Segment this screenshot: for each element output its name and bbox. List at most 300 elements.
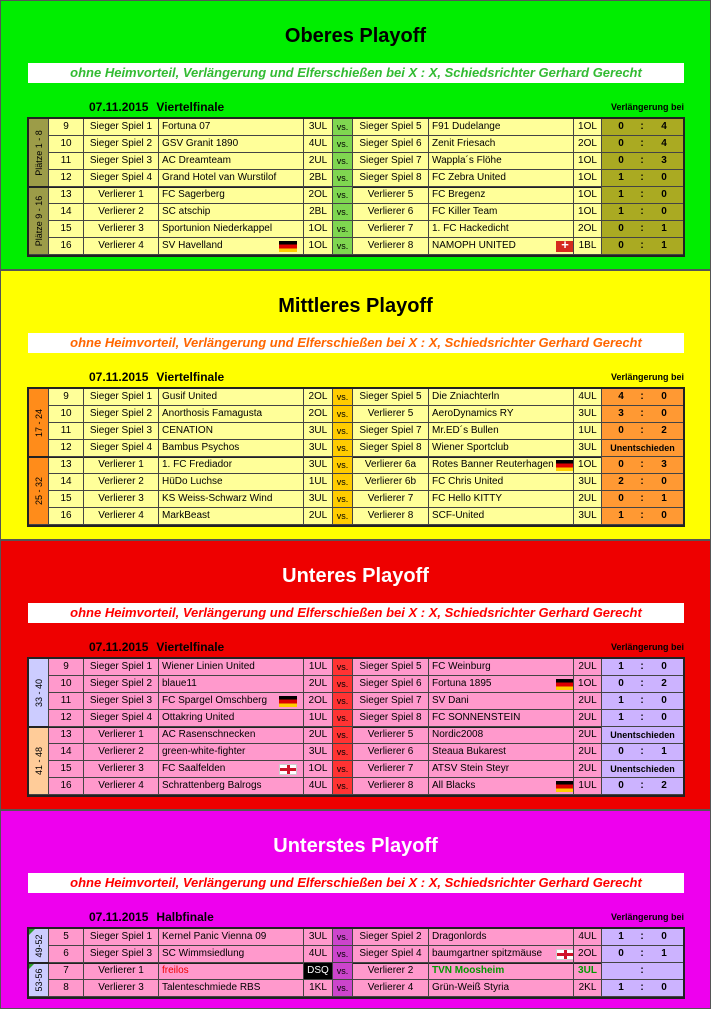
away-score: 0 xyxy=(661,695,667,706)
away-team-name: Wappla´s Flöhe xyxy=(432,155,502,166)
score-separator: : xyxy=(640,425,644,436)
away-team xyxy=(429,946,574,963)
home-score: 0 xyxy=(618,459,624,470)
home-slot-label: Verlierer 2 xyxy=(84,204,159,221)
away-slot-label: Sieger Spiel 2 xyxy=(353,929,429,946)
fixtures-table xyxy=(27,657,685,797)
score-cell xyxy=(602,474,683,491)
versus-marker: vs. xyxy=(333,761,353,778)
game-number: 16 xyxy=(49,778,84,795)
home-slot-label: Verlierer 3 xyxy=(84,491,159,508)
rules-banner: ohne Heimvorteil, Verlängerung und Elferschießen bei X : X, Schiedsrichter Gerhard Gerecht xyxy=(28,603,684,623)
home-team-name: AC Dreamteam xyxy=(162,155,231,166)
playoff-section xyxy=(0,270,711,540)
away-team xyxy=(429,508,574,525)
home-league: 2UL xyxy=(304,153,333,170)
away-score: 1 xyxy=(661,240,667,251)
away-team-name: All Blacks xyxy=(432,780,476,791)
home-team-name: Ottakring United xyxy=(162,712,235,723)
home-team-name: FC Saalfelden xyxy=(162,763,226,774)
table-row xyxy=(29,946,683,963)
score-cell xyxy=(602,676,683,693)
away-score: 0 xyxy=(661,510,667,521)
score-separator: : xyxy=(640,240,644,251)
home-team-name: Schrattenberg Balrogs xyxy=(162,780,262,791)
home-team xyxy=(159,153,304,170)
home-score: 0 xyxy=(618,121,624,132)
score-separator: : xyxy=(640,155,644,166)
section-title: Oberes Playoff xyxy=(284,25,427,47)
home-league: 1UL xyxy=(304,474,333,491)
away-team xyxy=(429,389,574,406)
versus-marker: vs. xyxy=(333,929,353,946)
away-slot-label: Verlierer 4 xyxy=(353,980,429,997)
table-row xyxy=(29,710,683,727)
away-team xyxy=(429,474,574,491)
fixtures-table xyxy=(27,387,685,527)
away-league: 1OL xyxy=(574,676,602,693)
score-cell xyxy=(602,710,683,727)
versus-marker: vs. xyxy=(333,406,353,423)
draw-note: Unentschieden xyxy=(610,443,675,453)
score-separator: : xyxy=(640,712,644,723)
away-score: 0 xyxy=(661,931,667,942)
table-row xyxy=(29,980,683,997)
table-row xyxy=(29,491,683,508)
home-league: 4UL xyxy=(304,946,333,963)
table-row xyxy=(29,659,683,676)
table-row xyxy=(29,204,683,221)
away-league: 3UL xyxy=(574,963,602,980)
home-team xyxy=(159,170,304,187)
versus-marker: vs. xyxy=(333,710,353,727)
home-league: 1OL xyxy=(304,761,333,778)
game-number: 11 xyxy=(49,423,84,440)
away-slot-label: Verlierer 5 xyxy=(353,727,429,744)
score-separator: : xyxy=(640,206,644,217)
away-league: 4UL xyxy=(574,389,602,406)
score-cell xyxy=(602,963,683,980)
table-row xyxy=(29,440,683,457)
score-cell xyxy=(602,187,683,204)
round-name: Halbfinale xyxy=(156,910,214,924)
away-team-name: Rotes Banner Reuterhagen xyxy=(432,459,554,470)
home-score: 1 xyxy=(618,172,624,183)
versus-marker: vs. xyxy=(333,440,353,457)
home-team xyxy=(159,474,304,491)
home-team xyxy=(159,929,304,946)
score-cell xyxy=(602,491,683,508)
away-team xyxy=(429,761,574,778)
section-title: Mittleres Playoff xyxy=(278,295,433,317)
away-slot-label: Sieger Spiel 8 xyxy=(353,170,429,187)
flag-icon xyxy=(279,241,297,252)
away-team-name: SCF-United xyxy=(432,510,485,521)
away-league: 1OL xyxy=(574,187,602,204)
score-separator: : xyxy=(640,223,644,234)
home-team xyxy=(159,238,304,255)
away-team-name: AeroDynamics RY xyxy=(432,408,514,419)
score-separator: : xyxy=(640,493,644,504)
away-team-name: Fortuna 1895 xyxy=(432,678,492,689)
home-team-name: 1. FC Frediador xyxy=(162,459,233,470)
home-league: 3UL xyxy=(304,491,333,508)
home-league: 1UL xyxy=(304,659,333,676)
score-separator: : xyxy=(640,408,644,419)
home-league: 2OL xyxy=(304,406,333,423)
game-number: 9 xyxy=(49,389,84,406)
home-slot-label: Sieger Spiel 4 xyxy=(84,710,159,727)
away-team xyxy=(429,406,574,423)
round-name: Viertelfinale xyxy=(156,640,225,654)
away-slot-label: Verlierer 2 xyxy=(353,963,429,980)
versus-marker: vs. xyxy=(333,778,353,795)
home-score: 0 xyxy=(618,780,624,791)
score-cell xyxy=(602,457,683,474)
away-team xyxy=(429,693,574,710)
away-score: 3 xyxy=(661,459,667,470)
score-cell xyxy=(602,389,683,406)
home-team-name: blaue11 xyxy=(162,678,197,689)
home-slot-label: Verlierer 1 xyxy=(84,963,159,980)
table-row xyxy=(29,761,683,778)
away-league: 1OL xyxy=(574,153,602,170)
home-league: 2OL xyxy=(304,187,333,204)
away-team-name: NAMOPH UNITED xyxy=(432,240,516,251)
home-slot-label: Sieger Spiel 3 xyxy=(84,423,159,440)
home-slot-label: Sieger Spiel 1 xyxy=(84,389,159,406)
match-date: 07.11.2015 xyxy=(89,640,149,654)
table-row xyxy=(29,153,683,170)
away-score: 0 xyxy=(661,476,667,487)
home-slot-label: Verlierer 2 xyxy=(84,744,159,761)
home-team xyxy=(159,676,304,693)
away-score: 4 xyxy=(661,138,667,149)
away-slot-label: Sieger Spiel 5 xyxy=(353,389,429,406)
table-row xyxy=(29,778,683,795)
away-team xyxy=(429,980,574,997)
playoff-section xyxy=(0,810,711,1009)
home-team xyxy=(159,963,304,980)
table-row xyxy=(29,187,683,204)
score-cell xyxy=(602,508,683,525)
home-league: 2UL xyxy=(304,676,333,693)
away-league: 1UL xyxy=(574,423,602,440)
score-cell xyxy=(602,946,683,963)
away-league: 2OL xyxy=(574,221,602,238)
home-score: 4 xyxy=(618,391,624,402)
home-team-name: SV Havelland xyxy=(162,240,223,251)
flag-icon xyxy=(556,460,574,471)
score-separator: : xyxy=(640,510,644,521)
home-slot-label: Sieger Spiel 1 xyxy=(84,659,159,676)
home-league: 2OL xyxy=(304,693,333,710)
home-score: 1 xyxy=(618,206,624,217)
home-slot-label: Sieger Spiel 2 xyxy=(84,136,159,153)
table-row xyxy=(29,727,683,744)
home-team xyxy=(159,980,304,997)
home-team xyxy=(159,727,304,744)
table-row xyxy=(29,457,683,474)
away-slot-label: Verlierer 6 xyxy=(353,744,429,761)
home-league: 3UL xyxy=(304,457,333,474)
playoff-section xyxy=(0,0,711,270)
score-cell xyxy=(602,778,683,795)
home-score: 0 xyxy=(618,223,624,234)
home-team-name: Gusif United xyxy=(162,391,218,402)
score-separator: : xyxy=(640,746,644,757)
score-cell xyxy=(602,136,683,153)
home-team xyxy=(159,187,304,204)
away-team xyxy=(429,440,574,457)
away-team xyxy=(429,491,574,508)
away-team-name: Die Zniachterln xyxy=(432,391,500,402)
away-slot-label: Sieger Spiel 7 xyxy=(353,423,429,440)
table-row xyxy=(29,474,683,491)
versus-marker: vs. xyxy=(333,659,353,676)
away-score: 0 xyxy=(661,172,667,183)
home-league: 1OL xyxy=(304,238,333,255)
flag-icon xyxy=(279,764,297,775)
home-team xyxy=(159,221,304,238)
away-score: 2 xyxy=(661,425,667,436)
versus-marker: vs. xyxy=(333,676,353,693)
home-slot-label: Verlierer 3 xyxy=(84,761,159,778)
home-league: 2BL xyxy=(304,204,333,221)
away-score: 1 xyxy=(661,746,667,757)
home-score: 1 xyxy=(618,695,624,706)
home-score: 0 xyxy=(618,155,624,166)
away-slot-label: Verlierer 5 xyxy=(353,187,429,204)
score-separator: : xyxy=(640,661,644,672)
home-league: 4UL xyxy=(304,136,333,153)
score-cell xyxy=(602,761,683,778)
home-team xyxy=(159,204,304,221)
home-slot-label: Verlierer 3 xyxy=(84,980,159,997)
rules-banner: ohne Heimvorteil, Verlängerung und Elferschießen bei X : X, Schiedsrichter Gerhard Gerecht xyxy=(28,873,684,893)
game-number: 9 xyxy=(49,659,84,676)
game-number: 13 xyxy=(49,727,84,744)
away-team-name: FC SONNENSTEIN xyxy=(432,712,521,723)
game-number: 6 xyxy=(49,946,84,963)
away-team-name: Mr.ED´s Bullen xyxy=(432,425,499,436)
versus-marker: vs. xyxy=(333,221,353,238)
home-slot-label: Verlierer 4 xyxy=(84,508,159,525)
versus-marker: vs. xyxy=(333,474,353,491)
away-team xyxy=(429,676,574,693)
away-team-name: FC Chris United xyxy=(432,476,504,487)
round-header xyxy=(89,370,224,384)
home-team xyxy=(159,744,304,761)
table-row xyxy=(29,508,683,525)
draw-note: Unentschieden xyxy=(610,730,675,740)
away-team-name: baumgartner spitzmäuse xyxy=(432,948,543,959)
game-number: 10 xyxy=(49,406,84,423)
away-slot-label: Verlierer 8 xyxy=(353,778,429,795)
home-slot-label: Verlierer 4 xyxy=(84,238,159,255)
score-separator: : xyxy=(640,189,644,200)
away-league: 2UL xyxy=(574,727,602,744)
home-team xyxy=(159,761,304,778)
home-team-name: FC Sagerberg xyxy=(162,189,225,200)
table-row xyxy=(29,693,683,710)
home-team-name: Wiener Linien United xyxy=(162,661,255,672)
home-score: 0 xyxy=(618,678,624,689)
score-separator: : xyxy=(640,121,644,132)
home-team-name: SC atschip xyxy=(162,206,211,217)
versus-marker: vs. xyxy=(333,963,353,980)
away-slot-label: Sieger Spiel 5 xyxy=(353,119,429,136)
draw-note: Unentschieden xyxy=(610,764,675,774)
home-team xyxy=(159,693,304,710)
score-separator: : xyxy=(640,459,644,470)
away-slot-label: Sieger Spiel 6 xyxy=(353,136,429,153)
away-team xyxy=(429,778,574,795)
overtime-label: Verlängerung bei xyxy=(610,642,684,652)
home-league: 4UL xyxy=(304,778,333,795)
away-slot-label: Verlierer 7 xyxy=(353,221,429,238)
table-row xyxy=(29,119,683,136)
flag-icon xyxy=(556,679,574,690)
home-team-name: AC Rasenschnecken xyxy=(162,729,256,740)
table-row xyxy=(29,963,683,980)
versus-marker: vs. xyxy=(333,508,353,525)
round-header xyxy=(89,100,224,114)
home-league: DSQ xyxy=(304,963,333,980)
home-league: 2UL xyxy=(304,727,333,744)
score-separator: : xyxy=(640,931,644,942)
score-cell xyxy=(602,744,683,761)
versus-marker: vs. xyxy=(333,727,353,744)
group-label-text: 25 - 32 xyxy=(33,476,44,505)
home-team xyxy=(159,710,304,727)
away-score: 2 xyxy=(661,678,667,689)
game-number: 14 xyxy=(49,204,84,221)
versus-marker: vs. xyxy=(333,153,353,170)
home-slot-label: Verlierer 1 xyxy=(84,187,159,204)
home-league: 1UL xyxy=(304,710,333,727)
versus-marker: vs. xyxy=(333,491,353,508)
versus-marker: vs. xyxy=(333,204,353,221)
game-number: 10 xyxy=(49,676,84,693)
away-league: 2UL xyxy=(574,744,602,761)
playoff-section xyxy=(0,540,711,810)
fixtures-table xyxy=(27,117,685,257)
versus-marker: vs. xyxy=(333,389,353,406)
away-team xyxy=(429,744,574,761)
flag-icon xyxy=(556,949,574,960)
home-team xyxy=(159,136,304,153)
away-team xyxy=(429,204,574,221)
score-separator: : xyxy=(640,965,644,976)
score-cell xyxy=(602,153,683,170)
away-team-name: ATSV Stein Steyr xyxy=(432,763,510,774)
table-row xyxy=(29,929,683,946)
away-league: 2OL xyxy=(574,136,602,153)
away-team xyxy=(429,221,574,238)
away-league: 3UL xyxy=(574,406,602,423)
match-date: 07.11.2015 xyxy=(89,910,149,924)
table-row xyxy=(29,744,683,761)
home-slot-label: Verlierer 3 xyxy=(84,221,159,238)
away-league: 2UL xyxy=(574,761,602,778)
home-slot-label: Sieger Spiel 4 xyxy=(84,440,159,457)
away-team xyxy=(429,153,574,170)
home-score: 0 xyxy=(618,493,624,504)
home-score: 1 xyxy=(618,661,624,672)
away-league: 2KL xyxy=(574,980,602,997)
home-team-name: KS Weiss-Schwarz Wind xyxy=(162,493,273,504)
group-label-text: 33 - 40 xyxy=(33,678,44,707)
rules-banner: ohne Heimvorteil, Verlängerung und Elferschießen bei X : X, Schiedsrichter Gerhard Gerecht xyxy=(28,63,684,83)
away-team-name: Nordic2008 xyxy=(432,729,484,740)
away-slot-label: Sieger Spiel 6 xyxy=(353,676,429,693)
home-team-name: CENATION xyxy=(162,425,213,436)
home-score: 1 xyxy=(618,189,624,200)
home-slot-label: Sieger Spiel 2 xyxy=(84,406,159,423)
group-label-text: 53-56 xyxy=(33,967,44,992)
home-team xyxy=(159,423,304,440)
home-score: 3 xyxy=(618,408,624,419)
away-league: 3UL xyxy=(574,474,602,491)
home-slot-label: Sieger Spiel 4 xyxy=(84,170,159,187)
home-score: 1 xyxy=(618,931,624,942)
overtime-label: Verlängerung bei xyxy=(610,912,684,922)
away-team xyxy=(429,659,574,676)
away-slot-label: Verlierer 6a xyxy=(353,457,429,474)
away-score: 0 xyxy=(661,391,667,402)
versus-marker: vs. xyxy=(333,187,353,204)
away-team xyxy=(429,136,574,153)
away-league: 1OL xyxy=(574,170,602,187)
home-team xyxy=(159,778,304,795)
game-number: 16 xyxy=(49,508,84,525)
away-league: 1OL xyxy=(574,119,602,136)
home-team xyxy=(159,659,304,676)
score-separator: : xyxy=(640,695,644,706)
home-score: 1 xyxy=(618,712,624,723)
home-team xyxy=(159,457,304,474)
score-cell xyxy=(602,119,683,136)
score-cell xyxy=(602,204,683,221)
score-cell xyxy=(602,221,683,238)
away-score: 1 xyxy=(661,948,667,959)
away-team-name: FC Hello KITTY xyxy=(432,493,503,504)
away-score: 0 xyxy=(661,712,667,723)
match-date: 07.11.2015 xyxy=(89,100,149,114)
away-league: 2OL xyxy=(574,946,602,963)
home-league: 3UL xyxy=(304,423,333,440)
home-team xyxy=(159,440,304,457)
away-score: 1 xyxy=(661,493,667,504)
game-number: 15 xyxy=(49,221,84,238)
away-team xyxy=(429,710,574,727)
home-league: 1KL xyxy=(304,980,333,997)
away-score: 1 xyxy=(661,223,667,234)
score-cell xyxy=(602,980,683,997)
versus-marker: vs. xyxy=(333,744,353,761)
round-name: Viertelfinale xyxy=(156,100,225,114)
versus-marker: vs. xyxy=(333,980,353,997)
flag-icon xyxy=(556,241,574,252)
away-team-name: FC Bregenz xyxy=(432,189,486,200)
game-number: 11 xyxy=(49,693,84,710)
home-team-name: Talenteschmiede RBS xyxy=(162,982,261,993)
score-separator: : xyxy=(640,172,644,183)
home-team-name: SC Wimmsiedlung xyxy=(162,948,245,959)
table-row xyxy=(29,221,683,238)
away-team-name: TVN Moosheim xyxy=(432,965,505,976)
